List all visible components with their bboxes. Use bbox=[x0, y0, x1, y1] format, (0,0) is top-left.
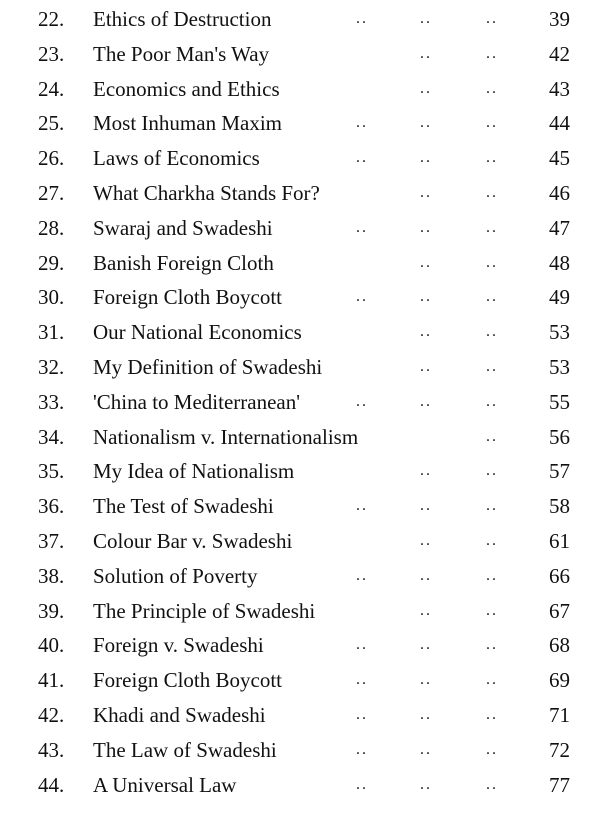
toc-entry-page-number: 39 bbox=[549, 7, 570, 31]
toc-entry-page-number: 55 bbox=[549, 389, 570, 414]
toc-entry bbox=[0, 526, 600, 561]
leader-dots: .. bbox=[420, 705, 432, 723]
leader-dots: .. bbox=[420, 10, 432, 27]
toc-entry-page-number: 46 bbox=[549, 180, 570, 205]
toc-entry-leaders bbox=[0, 735, 600, 770]
leader-dots: .. bbox=[356, 288, 368, 306]
toc-entry-number: 31. bbox=[38, 320, 65, 345]
toc-entry-leaders bbox=[0, 561, 600, 596]
toc-entry-title: 'China to Mediterranean' bbox=[93, 389, 300, 414]
toc-entry-page-number: 45 bbox=[549, 146, 570, 171]
leader-dots: .. bbox=[486, 253, 498, 271]
toc-entry-number: 27. bbox=[38, 180, 65, 205]
toc-entry-title: The Law of Swadeshi bbox=[93, 737, 277, 762]
leader-dots: .. bbox=[420, 462, 432, 480]
leader-dots: .. bbox=[486, 601, 498, 619]
toc-entry-title: The Poor Man's Way bbox=[93, 41, 270, 66]
toc-entry-leaders bbox=[0, 317, 600, 352]
toc-entry-leaders bbox=[0, 630, 600, 665]
leader-dots: .. bbox=[420, 323, 432, 341]
toc-entry-leaders bbox=[0, 770, 600, 805]
leader-dots: .. bbox=[420, 601, 432, 619]
toc-entry bbox=[0, 735, 600, 770]
toc-entry-number: 24. bbox=[38, 76, 65, 101]
toc-entry-leaders bbox=[0, 282, 600, 317]
leader-dots: .. bbox=[356, 671, 368, 689]
table-of-contents bbox=[0, 4, 600, 804]
toc-entry bbox=[0, 178, 600, 213]
toc-entry-page-number: 49 bbox=[549, 285, 570, 310]
leader-dots: .. bbox=[420, 79, 432, 97]
toc-entry-page-number: 42 bbox=[549, 41, 570, 66]
toc-entry bbox=[0, 561, 600, 596]
leader-dots: .. bbox=[420, 149, 432, 167]
leader-dots: .. bbox=[420, 566, 432, 584]
toc-entry-page-number: 47 bbox=[549, 215, 570, 240]
toc-entry bbox=[0, 770, 600, 805]
toc-entry-page-number: 57 bbox=[549, 459, 570, 484]
leader-dots: .. bbox=[486, 149, 498, 167]
toc-entry-title: Our National Economics bbox=[93, 320, 302, 345]
toc-entry-number: 42. bbox=[38, 702, 65, 727]
leader-dots: .. bbox=[356, 775, 368, 793]
toc-entry-number: 23. bbox=[38, 41, 65, 66]
toc-entry-leaders bbox=[0, 387, 600, 422]
toc-entry-leaders bbox=[0, 700, 600, 735]
toc-entry-number: 41. bbox=[38, 668, 65, 693]
toc-entry-leaders bbox=[0, 422, 600, 457]
leader-dots: .. bbox=[486, 566, 498, 584]
leader-dots: .. bbox=[356, 636, 368, 654]
toc-entry bbox=[0, 665, 600, 700]
toc-entry-leaders bbox=[0, 248, 600, 283]
toc-entry-number: 26. bbox=[38, 146, 65, 171]
toc-entry-number: 37. bbox=[38, 528, 65, 553]
toc-entry-number: 43. bbox=[38, 737, 65, 762]
toc-entry-page-number: 77 bbox=[549, 772, 570, 797]
toc-entry bbox=[0, 74, 600, 109]
leader-dots: .. bbox=[420, 531, 432, 549]
toc-entry-title: Khadi and Swadeshi bbox=[93, 702, 266, 727]
toc-entry-title: Economics and Ethics bbox=[93, 76, 280, 101]
toc-entry-title: My Idea of Nationalism bbox=[93, 459, 295, 484]
leader-dots: .. bbox=[356, 740, 368, 758]
toc-entry-number: 40. bbox=[38, 633, 65, 658]
toc-entry-page-number: 53 bbox=[549, 354, 570, 379]
toc-entry-leaders bbox=[0, 4, 600, 39]
leader-dots: .. bbox=[356, 114, 368, 132]
toc-entry-number: 33. bbox=[38, 389, 65, 414]
leader-dots: .. bbox=[486, 671, 498, 689]
leader-dots: .. bbox=[356, 566, 368, 584]
leader-dots: .. bbox=[356, 392, 368, 410]
toc-entry-leaders bbox=[0, 456, 600, 491]
toc-entry bbox=[0, 4, 600, 39]
toc-entry-page-number: 67 bbox=[549, 598, 570, 623]
toc-entry-number: 30. bbox=[38, 285, 65, 310]
toc-entry bbox=[0, 248, 600, 283]
toc-entry-page-number: 43 bbox=[549, 76, 570, 101]
toc-entry-leaders bbox=[0, 213, 600, 248]
leader-dots: .. bbox=[420, 218, 432, 236]
toc-entry-number: 36. bbox=[38, 494, 65, 519]
leader-dots: .. bbox=[420, 253, 432, 271]
toc-entry-leaders bbox=[0, 596, 600, 631]
toc-entry-title: Nationalism v. Internationalism bbox=[93, 424, 359, 449]
leader-dots: .. bbox=[420, 671, 432, 689]
leader-dots: .. bbox=[356, 10, 368, 27]
toc-entry-leaders bbox=[0, 108, 600, 143]
toc-entry-page-number: 68 bbox=[549, 633, 570, 658]
leader-dots: .. bbox=[486, 636, 498, 654]
toc-entry-title: Ethics of Destruction bbox=[93, 7, 272, 31]
toc-entry-number: 39. bbox=[38, 598, 65, 623]
leader-dots: .. bbox=[356, 149, 368, 167]
toc-entry-title: Swaraj and Swadeshi bbox=[93, 215, 273, 240]
toc-entry bbox=[0, 387, 600, 422]
leader-dots: .. bbox=[486, 531, 498, 549]
leader-dots: .. bbox=[420, 288, 432, 306]
toc-entry-page-number: 58 bbox=[549, 494, 570, 519]
toc-entry-page-number: 61 bbox=[549, 528, 570, 553]
toc-entry bbox=[0, 422, 600, 457]
toc-entry-number: 35. bbox=[38, 459, 65, 484]
toc-entry-number: 34. bbox=[38, 424, 65, 449]
leader-dots: .. bbox=[420, 775, 432, 793]
leader-dots: .. bbox=[486, 44, 498, 62]
toc-entry-title: Most Inhuman Maxim bbox=[93, 111, 282, 136]
leader-dots: .. bbox=[356, 218, 368, 236]
leader-dots: .. bbox=[420, 740, 432, 758]
leader-dots: .. bbox=[486, 10, 498, 27]
toc-entry-title: Foreign Cloth Boycott bbox=[93, 285, 282, 310]
leader-dots: .. bbox=[486, 392, 498, 410]
leader-dots: .. bbox=[486, 497, 498, 515]
toc-entry bbox=[0, 143, 600, 178]
toc-entry-title: My Definition of Swadeshi bbox=[93, 354, 323, 379]
toc-entry-title: Foreign v. Swadeshi bbox=[93, 633, 264, 658]
toc-entry-page-number: 53 bbox=[549, 320, 570, 345]
toc-entry-leaders bbox=[0, 39, 600, 74]
toc-entry bbox=[0, 700, 600, 735]
leader-dots: .. bbox=[420, 497, 432, 515]
toc-entry bbox=[0, 491, 600, 526]
toc-entry bbox=[0, 108, 600, 143]
leader-dots: .. bbox=[486, 740, 498, 758]
toc-entry-title: Laws of Economics bbox=[93, 146, 260, 171]
leader-dots: .. bbox=[356, 497, 368, 515]
toc-entry-page-number: 72 bbox=[549, 737, 570, 762]
toc-entry-leaders bbox=[0, 526, 600, 561]
leader-dots: .. bbox=[486, 288, 498, 306]
toc-entry-page-number: 48 bbox=[549, 250, 570, 275]
toc-entry-number: 38. bbox=[38, 563, 65, 588]
toc-entry-title: The Test of Swadeshi bbox=[93, 494, 274, 519]
toc-entry-leaders bbox=[0, 491, 600, 526]
leader-dots: .. bbox=[486, 218, 498, 236]
toc-entry-title: What Charkha Stands For? bbox=[93, 180, 320, 205]
toc-entry bbox=[0, 352, 600, 387]
leader-dots: .. bbox=[486, 357, 498, 375]
toc-entry-number: 44. bbox=[38, 772, 65, 797]
toc-entry-title: Colour Bar v. Swadeshi bbox=[93, 528, 293, 553]
toc-entry bbox=[0, 39, 600, 74]
leader-dots: .. bbox=[486, 323, 498, 341]
toc-entry-number: 22. bbox=[38, 7, 65, 31]
leader-dots: .. bbox=[486, 183, 498, 201]
toc-entry-title: A Universal Law bbox=[93, 772, 237, 797]
toc-entry bbox=[0, 630, 600, 665]
toc-entry-page-number: 56 bbox=[549, 424, 570, 449]
toc-entry-leaders bbox=[0, 74, 600, 109]
leader-dots: .. bbox=[420, 392, 432, 410]
toc-entry-title: Solution of Poverty bbox=[93, 563, 258, 588]
toc-entry-number: 32. bbox=[38, 354, 65, 379]
toc-entry-title: Foreign Cloth Boycott bbox=[93, 668, 282, 693]
toc-entry-number: 29. bbox=[38, 250, 65, 275]
leader-dots: .. bbox=[486, 775, 498, 793]
leader-dots: .. bbox=[420, 357, 432, 375]
leader-dots: .. bbox=[420, 183, 432, 201]
leader-dots: .. bbox=[356, 705, 368, 723]
leader-dots: .. bbox=[486, 705, 498, 723]
toc-entry bbox=[0, 213, 600, 248]
leader-dots: .. bbox=[486, 462, 498, 480]
leader-dots: .. bbox=[420, 44, 432, 62]
toc-entry-title: The Principle of Swadeshi bbox=[93, 598, 316, 623]
toc-entry-title: Banish Foreign Cloth bbox=[93, 250, 274, 275]
toc-entry-leaders bbox=[0, 178, 600, 213]
toc-entry-number: 25. bbox=[38, 111, 65, 136]
toc-entry bbox=[0, 456, 600, 491]
leader-dots: .. bbox=[486, 427, 498, 445]
toc-entry-leaders bbox=[0, 352, 600, 387]
toc-entry-page-number: 66 bbox=[549, 563, 570, 588]
toc-entry bbox=[0, 317, 600, 352]
toc-entry bbox=[0, 596, 600, 631]
toc-entry-page-number: 69 bbox=[549, 668, 570, 693]
toc-entry-leaders bbox=[0, 143, 600, 178]
toc-entry-page-number: 44 bbox=[549, 111, 570, 136]
toc-entry bbox=[0, 282, 600, 317]
leader-dots: .. bbox=[486, 114, 498, 132]
leader-dots: .. bbox=[420, 636, 432, 654]
toc-entry-leaders bbox=[0, 665, 600, 700]
toc-entry-number: 28. bbox=[38, 215, 65, 240]
leader-dots: .. bbox=[420, 114, 432, 132]
toc-entry-page-number: 71 bbox=[549, 702, 570, 727]
leader-dots: .. bbox=[486, 79, 498, 97]
